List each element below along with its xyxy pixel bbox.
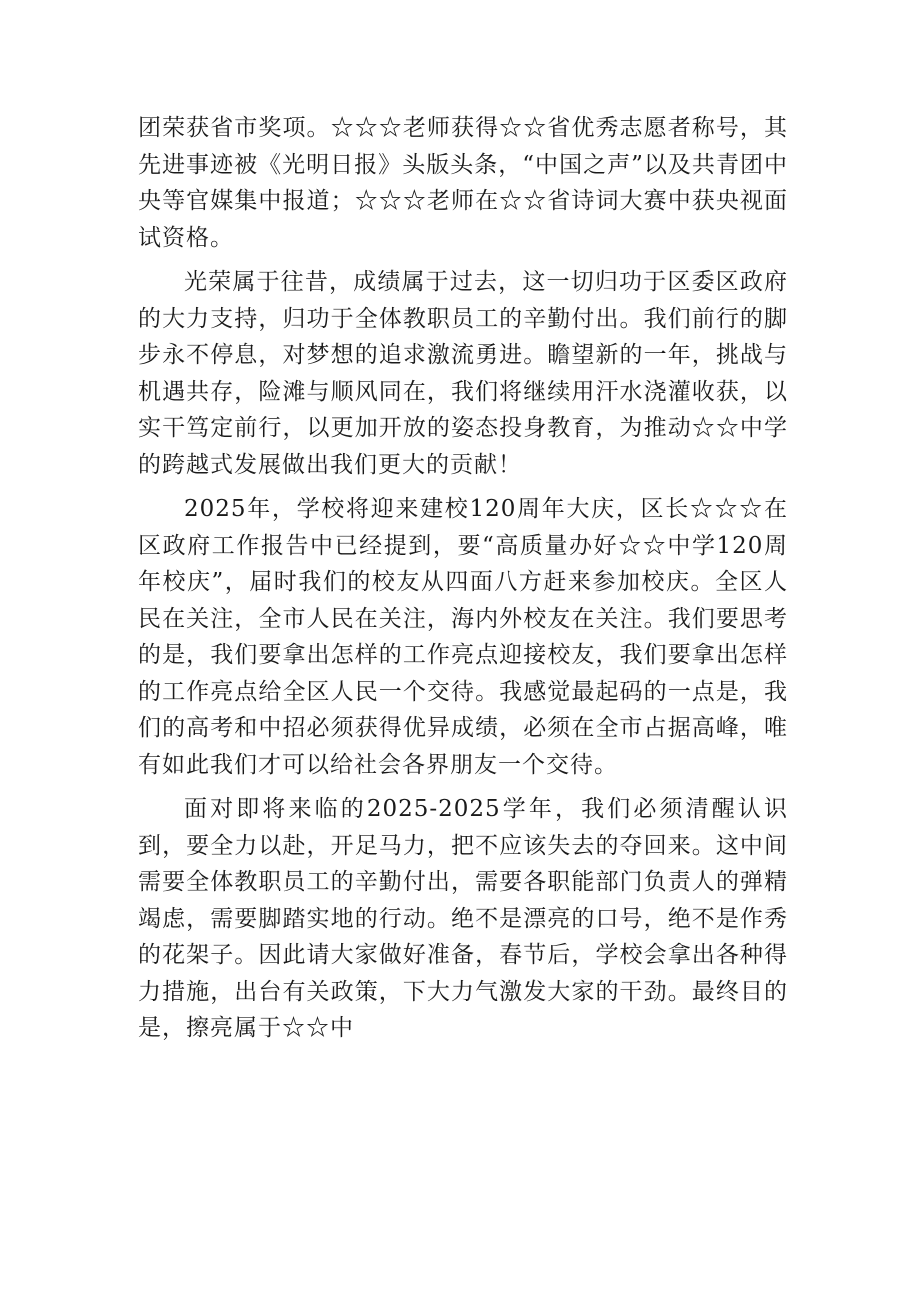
document-body xyxy=(138,110,788,1055)
paragraph-1: 团荣获省市奖项。☆☆☆老师获得☆☆省优秀志愿者称号，其先进事迹被《光明日报》头版头条，“中国之声”以及共青团中央等官媒集中报道；☆☆☆老师在☆☆省诗词大赛中获央视面试资格。 xyxy=(138,115,788,251)
paragraph-2: 光荣属于往昔，成绩属于过去，这一切归功于区委区政府的大力支持，归功于全体教职员工的辛勤付出。我们前行的脚步永不停息，对梦想的追求激流勇进。瞻望新的一年，挑战与机遇共存，险滩与顺风同在，我们将继续用汗水浇灌收获，以实干笃定前行，以更加开放的姿态投身教育，为推动☆☆中学的跨越式发展做出我们更大的贡献！ xyxy=(138,269,788,478)
paragraph-3: 2025年，学校将迎来建校120周年大庆，区长☆☆☆在区政府工作报告中已经提到，要“高质量办好☆☆中学120周年校庆”，届时我们的校友从四面八方赶来参加校庆。全区人民在关注，全市人民在关注，海内外校友在关注。我们要思考的是，我们要拿出怎样的工作亮点迎接校友，我们要拿出怎样的工作亮点给全区人民一个交待。我感觉最起码的一点是，我们的高考和中招必须获得优异成绩，必须在全市占据高峰，唯有如此我们才可以给社会各界朋友一个交待。 xyxy=(138,496,788,778)
paragraph-4: 面对即将来临的2025-2025学年，我们必须清醒认识到，要全力以赴，开足马力，把不应该失去的夺回来。这中间需要全体教职员工的辛勤付出，需要各职能部门负责人的弹精竭虑，需要脚踏实地的行动。绝不是漂亮的口号，绝不是作秀的花架子。因此请大家做好准备，春节后，学校会拿出各种得力措施，出台有关政策，下大力气激发大家的干劲。最终目的是，擦亮属于☆☆中 xyxy=(138,796,788,1041)
